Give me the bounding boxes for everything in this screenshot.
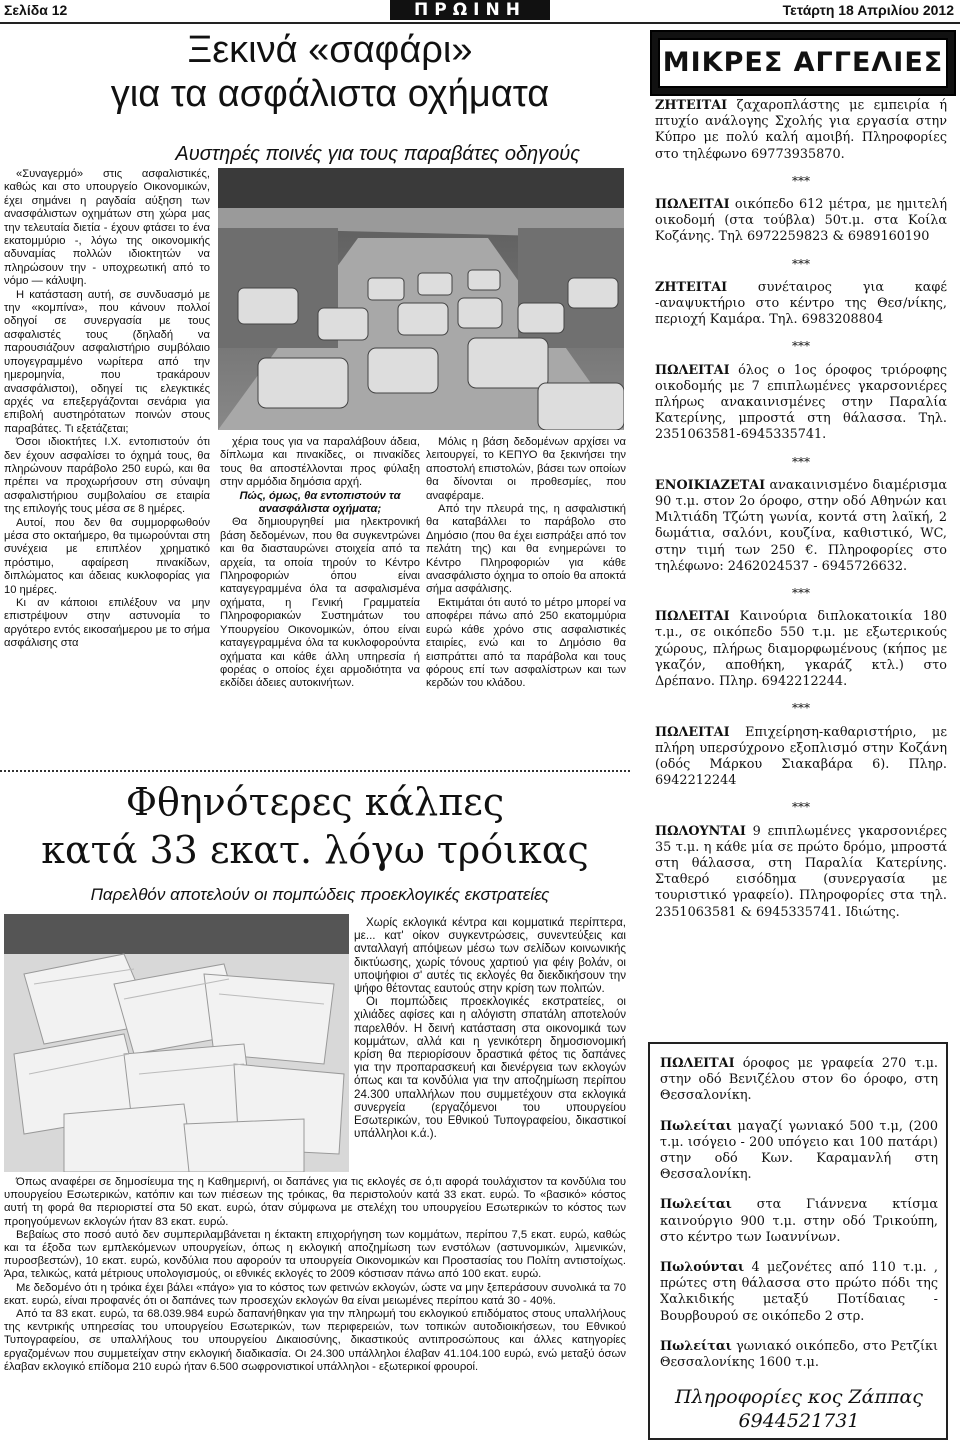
article1-column-1 [4,168,210,651]
classified-ad [655,197,947,246]
page-header [0,0,960,24]
issue-date: Τετάρτη 18 Απριλίου 2012 [782,2,954,18]
classified-ad [655,98,947,163]
boxed-ad [660,1339,938,1371]
article-separator [0,770,630,772]
article1-col1-para: Κι αν κάποιοι επιλέξουν να μην επιστρέψουν στην αστυνομία το αργότερο εντός εικοσαήμερου με το σήμα ασφάλισης στα [4,597,210,650]
boxed-ad-lead: Πωλείται [660,1118,732,1134]
classified-ad-lead: ΠΩΛΕΙΤΑΙ [655,724,730,740]
ad-separator: *** [792,339,810,354]
article2-title [0,778,630,874]
boxed-ad-text: 4 μεζονέτες από 110 τ.μ. , πρώτες στη θάλασσα στο πρώτο πόδι της Χαλκιδικής μεταξύ Ποτίδαιας - Βουρβουρού σε οικόπεδο 2 στρ. [660,1260,938,1324]
article2-right-para: Χωρίς εκλογικά κέντρα και κομματικά περίπτερα, με... κατ' οίκον συγκεντρώσεις, συνεντεύξεις και ανταλλαγή απόψεων μέσω των σελίδων κοινωνικής δικτύωσης, χωρίς τόνους χαρτιού για φέιγ βολάν, οι υποψήφιοι σ' αυτές τις εκλογές θα διεκδικήσουν την ψήφο θέτοντας εαυτούς στην κρίση των πολιτών. [354,916,626,996]
article1-col2-para-2: Θα δημιουργηθεί μια ηλεκτρονική βάση δεδομένων, που θα συγκεντρώνει και θα διασταυρώνει στοιχεία από τα αρχεία, τα οποία τηρούν το Κέντρο Πληροφοριών όπου είναι καταγεγραμμένα όλα τα ασφαλισμένα οχήματα, η Γενική Γραμματεία Πληροφοριακών Συστημάτων του Υπουργείου Οικονομικών, όπου είναι καταγεγραμμένα όλα τα κυκλοφορούντα οχήματα και κάθε άλλη υπηρεσία ή φορέας ο οποίος έχει αρμοδιότητα να εκδίδει άδειες αυτοκινήτων. [220,516,420,690]
article1-col1-para: Αυτοί, που δεν θα συμμορφωθούν μέσα στο οκταήμερο, θα τιμωρούνται στη συνέχεια με επιπλέον χρηματικό πρόστιμο, αφαίρεση πινακίδων, διπλώματος και άδειας κυκλοφορίας για 10 ημέρες. [4,516,210,596]
ad-separator: *** [792,800,810,815]
ad-separator: *** [792,256,810,271]
classifieds-list [655,98,947,921]
boxed-ad [660,1056,938,1105]
classifieds-box-footer [660,1385,938,1433]
boxed-ad [660,1260,938,1325]
classified-ad [655,725,947,790]
traffic-photo [218,168,624,430]
article2-bottom-para: Όπως αναφέρει σε δημοσίευμα της η Καθημερινή, οι δαπάνες για τις εκλογές σε ό,τι αφορά τουλάχιστον τα κονδύλια του υπουργείου Εσωτερικών, κατόπιν και των πιέσεων της τρόικας, θα περιστολούν κατά 33 εκατ. ευρώ. Το «βασικό» κόστος αυτή τη φορά θα περιοριστεί στα 50 εκατ. ευρώ, όταν σύμφωνα με στελέχη του υπουργείου Εσωτερικών το κόστος των προηγούμενων εκλογών ήταν 83 εκατ. ευρώ. [4,1176,626,1228]
classified-ad-lead: ΖΗΤΕΙΤΑΙ [655,279,728,295]
boxed-ad-text: στα Γιάννενα κτίσμα καινούργιο 900 τ.μ. στην οδό Τρικούπη, στο κέντρο των Ιωαννίνων. [660,1197,938,1245]
article1-col1-para: «Συναγερμό» στις ασφαλιστικές, καθώς και στο υπουργείο Οικονομικών, έχει σημάνει η ραγδαία αύξηση των ανασφάλιστων οχημάτων στη χώρα μας την τελευταία διετία - έχουν φτάσει το ένα εκατομμύριο -, λόγω της οικονομικής αδυναμίας πολλών ιδιοκτητών να πληρώσουν την - υποχρεωτική από το νόμο — κάλυψη. [4,168,210,288]
article1-col2-heading: Πώς, όμως, θα εντοπιστούν τα ανασφάλιστα οχήματα; [239,489,401,516]
classified-ad-text: όλος ο 1ος όροφος τριόροφης οικοδομής με 7 επιπλωμένες γκαρσονιέρες πλήρως ανακαινισμένες στην Παραλία Κατερίνης, μπροστά στη θάλασσα. Τηλ. 2351063581-6945335741. [655,362,947,443]
boxed-ad-lead: ΠΩΛΕΙΤΑΙ [660,1056,735,1071]
boxed-ad [660,1119,938,1184]
article2-bottom-text [4,1176,626,1374]
article1-subtitle: Αυστηρές ποινές για τους παραβάτες οδηγούς [175,143,580,165]
classified-ad-text: οικόπεδο 612 μέτρα, με ημιτελή οικοδομή (στα τούβλα) 50τ.μ. στα Κοίλα Κοζάνης. Τηλ 6972259823 & 6989160190 [655,197,947,245]
page-number: Σελίδα 12 [4,2,68,18]
classified-ad-text: συνέταιρος για καφέ -αναψυκτήριο στο κέντρο της Θεσ/νίκης, περιοχή Καμάρα. Τηλ. 6983208804 [655,279,947,328]
classified-ad-lead: ΠΩΛΕΙΤΑΙ [655,197,730,213]
article1-col3-para: Μόλις η βάση δεδομένων αρχίσει να λειτουργεί, το ΚΕΠΥΟ θα ξεκινήσει την αποστολή επιστολών, βάσει των οποίων θα δίνονται οι προθεσμίες, που αναφέραμε. [426,436,626,502]
article1-title [40,28,620,116]
boxed-ad [660,1197,938,1246]
article1-col3-para: Από την πλευρά της, η ασφαλιστική θα καταβάλλει το παράβολο στο Δημόσιο (που θα έχει εισπράξει από τον πελάτη της) και θα ενημερώνει το Κέντρο Πληροφοριών για κάθε ανασφάλιστο όχημα το οποίο θα αποκτά σήμα ασφάλισης. [426,503,626,596]
article2-right-para: Οι πομπώδεις προεκλογικές εκστρατείες, οι χιλιάδες αφίσες και η αλόγιστη σπατάλη αποτελούν παρελθόν. Η δεινή κατάσταση στα οικονομικά των κομμάτων, αλλά και η γενικότερη δημοσιονομική κρίση θα περιορίσουν δραστικά φέτος τις δαπάνες για την προπαρασκευή και διενέργεια των εκλογών όπως και τα κονδύλια για την αποζημίωση περίπου 24.300 υπαλλήλων που συμμετέχουν στα εκλογικά συνεργεία (εργαζόμενοι του υπουργείου Εσωτερικών, του Εθνικού Τυπογραφείου, δικαστικοί υπάλληλοι κ.ά.). [354,995,626,1141]
article1-column-2 [220,436,420,691]
classified-ad-lead: ΠΩΛΟΥΝΤΑΙ [655,823,746,839]
article2-title-line2: κατά 33 εκατ. λόγω τρόικας [41,828,589,872]
classifieds-box [648,1042,948,1440]
article2-title-line1: Φθηνότερες κάλπες [125,780,505,824]
article1-title-line2: για τα ασφάλιστα οχήματα [110,73,550,115]
classified-ad [655,280,947,329]
classified-ad-text: 9 επιπλωμένες γκαρσονιέρες 35 τ.μ. η κάθε μία σε πρώτο δρόμο, μπροστά στη θάλασσα, στη Παραλία Κατερίνης. Σταθερό εισόδημα (συνεργασία με τουριστικό γραφείο). Πληροφορίες στα τηλ. 2351063581 & 6945335741. Ιδιώτης. [655,823,947,920]
boxed-ad-text: γωνιακό οικόπεδο, στο Ρετζίκι Θεσσαλονίκης 1600 τ.μ. [660,1338,938,1371]
classified-ad [655,609,947,690]
ad-separator: *** [792,701,810,716]
classified-ad-lead: ΠΩΛΕΙΤΑΙ [655,362,730,378]
classified-ad [655,824,947,921]
ad-separator: *** [792,454,810,469]
article2-bottom-para: Με δεδομένο ότι η τρόικα έχει βάλει «πάγο» για το κόστος των φετινών εκλογών, ώστε να μην ξεπεράσουν συνολικά τα 70 εκατ. ευρώ, είναι προφανές ότι οι δαπάνες των προσεχών εκλογών θα είναι μειωμένες περίπου κατά 30 - 40%. [4,1281,626,1307]
article1-col3-para: Εκτιμάται ότι αυτό το μέτρο μπορεί να αποφέρει πάνω από 250 εκατομμύρια ευρώ κάθε χρόνο στις ασφαλιστικές εταιρίες, ενώ και το Δημόσιο θα εισπράττει από τα παράβολα και τους φόρους επί των ασφαλίστρων και των κερδών του κλάδου. [426,596,626,690]
classifieds-banner [650,30,956,96]
classified-ad-text: ανακαινισμένο διαμέρισμα 90 τ.μ. στον 2ο όροφο, στην οδό Αθηνών και Μιλτιάδη Τζώτη γωνία, κοντά στη λαϊκή, 2 δωμάτια, σαλόνι, κουζίνα, καθιστικό, WC, στην τιμή των 250 €. Πληροφορίες στο τηλέφωνο: 2462024537 - 6945726632. [655,477,947,574]
box-footer-contact: Πληροφορίες κος Ζάππας [675,1386,923,1409]
boxed-ad-lead: Πωλείται [660,1338,732,1354]
classified-ad-text: ζαχαροπλάστης με εμπειρία ή πτυχίο ανάλογης Σχολής για εργασία στην Κύπρο με πολύ καλή αμοιβή. Πληροφορίες στο τηλέφωνο 69773935870. [655,98,947,162]
classifieds-banner-text: ΜΙΚΡΕΣ ΑΓΓΕΛΙΕΣ [658,38,948,88]
ballot-box-photo [4,914,349,1172]
article2-right-column [354,916,626,1140]
article1-title-line1: Ξεκινά «σαφάρι» [187,29,473,71]
article1-col1-para: Όσοι ιδιοκτήτες Ι.Χ. εντοπιστούν ότι δεν έχουν ασφαλίσει το όχημά τους, θα πληρώνουν παράβολο 250 ευρώ, και θα πρέπει να προχωρήσουν στη σύναψη ασφαλιστήριου συμβολαίου σε εταιρία της επιλογής τους μέσα σε 8 ημέρες. [4,436,210,516]
box-footer-phone: 6944521731 [738,1410,860,1433]
article1-col2-para: χέρια τους για να παραλάβουν άδεια, δίπλωμα και πινακίδες, οι πινακίδες τους θα αποστέλλονται προς φύλαξη στην αρμόδια δημόσια αρχή. [220,436,420,489]
classified-ad-lead: ΠΩΛΕΙΤΑΙ [655,609,730,625]
boxed-ad-text: όροφος με γραφεία 270 τ.μ. στην οδό Βενιζέλου στον 6ο όροφο, στη Θεσσαλονίκη. [660,1056,938,1104]
boxed-ad-lead: Πωλούνται [660,1260,745,1276]
ad-separator: *** [792,586,810,601]
article1-column-3 [426,436,626,691]
boxed-ad-text: μαγαζί γωνιακό 500 τ.μ, (200 τ.μ. ισόγειο - 200 υπόγειο και 100 πατάρι) στην οδό Κων. Καραμανλή στη Θεσσαλονίκη. [660,1118,938,1183]
ad-separator: *** [792,173,810,188]
article1-col1-para: Η κατάσταση αυτή, σε συνδυασμό με την «κομπίνα», που κάνουν πολλοί οδηγοί σε συνεργασία με τους ασφαλιστές τους (δηλαδή να παρουσιάζουν ασφαλιστήριο συμβόλαιο υπογεγραμμένο νωρίτερα από την ημερομηνία, που τρακάρουν ανασφάλιστοι), οδηγεί τις ελεγκτικές αρχές να επεξεργάζονται σενάρια για επιβολή αυστηρότατων ποινών στους παραβάτες. Τι εξετάζεται; [4,288,210,435]
article2-bottom-para: Βεβαίως στο ποσό αυτό δεν συμπεριλαμβάνεται η έκτακτη επιχορήγηση των κομμάτων, περίπου 7,5 εκατ. ευρώ, καθώς και τα έξοδα των εμπλεκόμενων υπουργείων, όπως η εκλογική αποζημίωση των ενστόλων (αστυνομικών, λιμενικών, πυροσβεστών), 10 εκατ. ευρώ, κονδύλια που αφορούν τα υπουργεία Οικονομικών και Προστασίας του Πολίτη αντιστοίχως. Άρα, τελικώς, κατά μέτριους υπολογισμούς, οι εθνικές εκλογές το 2009 κόστισαν πάνω από 100 εκατ. ευρώ. [4,1228,626,1281]
classified-ad-text: Καινούρια διπλοκατοικία 180 τ.μ., σε οικόπεδο 550 τ.μ. με εξωτερικούς χώρους, πλήρως διαμορφωμένους (κήπος με γκαζόν, αποθήκη, γκαράζ κτλ.) στο Δρέπανο. Πληρ. 6942212244. [655,609,947,690]
article2-bottom-para: Από τα 83 εκατ. ευρώ, τα 68.039.984 ευρώ δαπανήθηκαν για την πληρωμή του εκλογικού επιδόματος στους υπαλλήλους της κεντρικής υπηρεσίας του υπουργείου Εσωτερικών, των περιφερειών, των τοπικών αυτοδιοικήσεων, του Εθνικού Τυπογραφείου, σε υπαλλήλους του υπουργείου Δικαιοσύνης, δικαστικούς αντιπροσώπους και άλλες κατηγορίες εργαζομένων που συμμετείχαν στην εκλογική διαδικασία. Οι 24.300 υπάλληλοι έλαβαν 41.104.100 ευρώ, ενώ μεταξύ όσων έλαβαν εκλογικό επίδομα 210 ευρώ ήταν 6.500 σωφρονιστικοί υπάλληλοι - εξωτερικοί φρουροί. [4,1308,626,1373]
classifieds-box-items [660,1056,938,1371]
classified-ad-lead: ΖΗΤΕΙΤΑΙ [655,98,728,113]
article2-subtitle: Παρελθόν αποτελούν οι πομπώδεις προεκλογικές εκστρατείες [90,885,550,904]
classified-ad-text: Επιχείρηση-καθαριστήριο, με πλήρη υπερσύχρονο εξοπλισμό στην Κοζάνη (οδός Μάρκου Σιακαβάρα 6). Πληρ. 6942212244 [655,724,947,789]
classified-ad-lead: ΕΝΟΙΚΙΑΖΕΤΑΙ [655,477,766,493]
boxed-ad-lead: Πωλείται [660,1197,732,1213]
classified-ad [655,478,947,575]
newspaper-logo: ΠΡΩΙΝΗ [390,0,550,20]
classified-ad [655,363,947,444]
